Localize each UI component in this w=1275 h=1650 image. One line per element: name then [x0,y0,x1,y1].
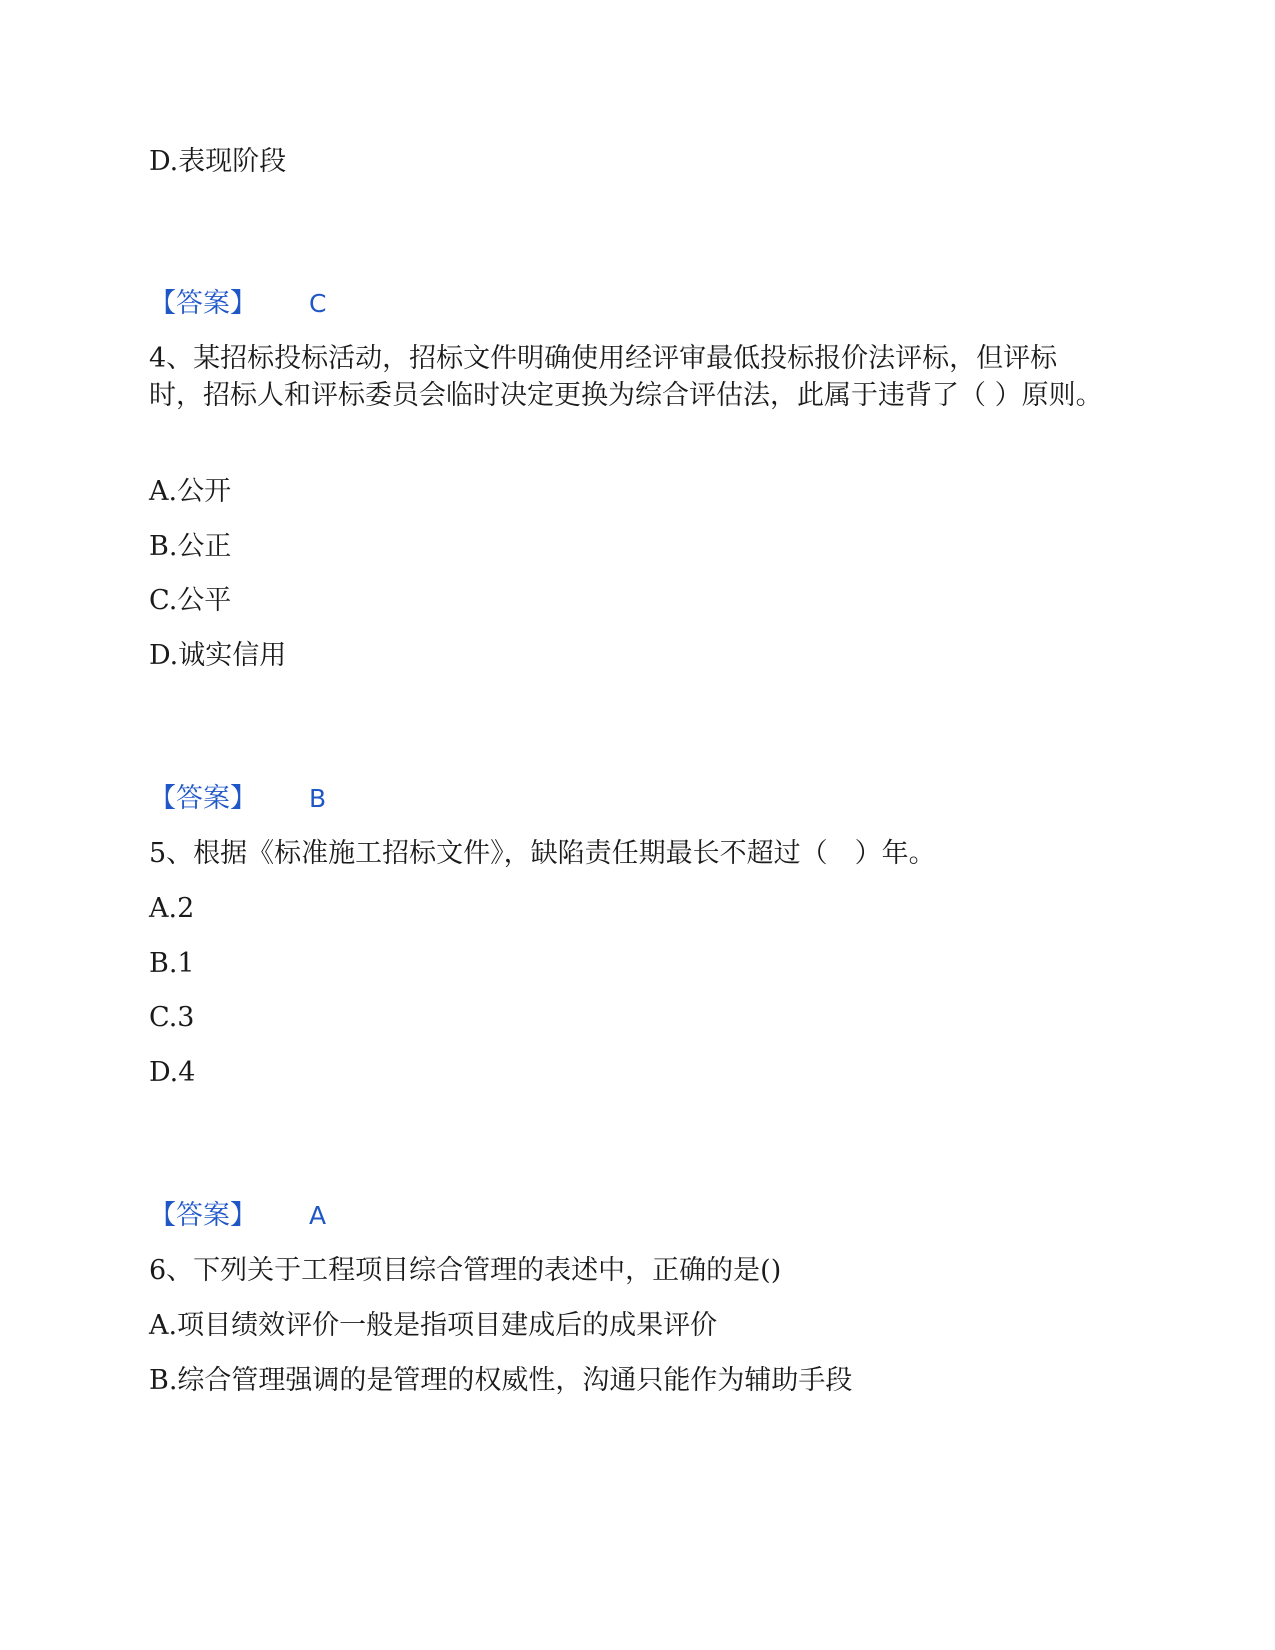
question-6-option-a: A.项目绩效评价一般是指项目建成后的成果评价 [149,1310,718,1341]
answer-row-question-5 [149,1198,326,1234]
answer-value: A [309,1201,327,1230]
answer-row-previous [149,286,326,322]
question-4-option-b: B.公正 [149,531,232,562]
question-6-option-b: B.综合管理强调的是管理的权威性，沟通只能作为辅助手段 [149,1365,853,1396]
answer-value: B [309,784,327,813]
answer-value: C [309,289,327,318]
option-d-previous: D.表现阶段 [149,146,287,177]
question-5-option-d: D.4 [149,1057,196,1088]
question-5-option-b: B.1 [149,948,195,979]
question-6-stem: 6、下列关于工程项目综合管理的表述中，正确的是() [149,1255,782,1286]
question-4-option-a: A.公开 [149,476,232,507]
question-5-option-a: A.2 [149,893,195,924]
answer-label: 【答案】 [149,1200,257,1231]
question-5-stem: 5、根据《标准施工招标文件》，缺陷责任期最长不超过（ ）年。 [149,838,936,869]
answer-label: 【答案】 [149,783,257,814]
question-4-option-d: D.诚实信用 [149,640,287,671]
answer-label: 【答案】 [149,288,257,319]
answer-row-question-4 [149,781,326,817]
question-4-stem: 4、某招标投标活动，招标文件明确使用经评审最低投标报价法评标，但评标时，招标人和评标委员会临时决定更换为综合评估法，此属于违背了（ ）原则。 [149,343,1103,411]
question-5-option-c: C.3 [149,1002,195,1033]
question-4-option-c: C.公平 [149,585,232,616]
